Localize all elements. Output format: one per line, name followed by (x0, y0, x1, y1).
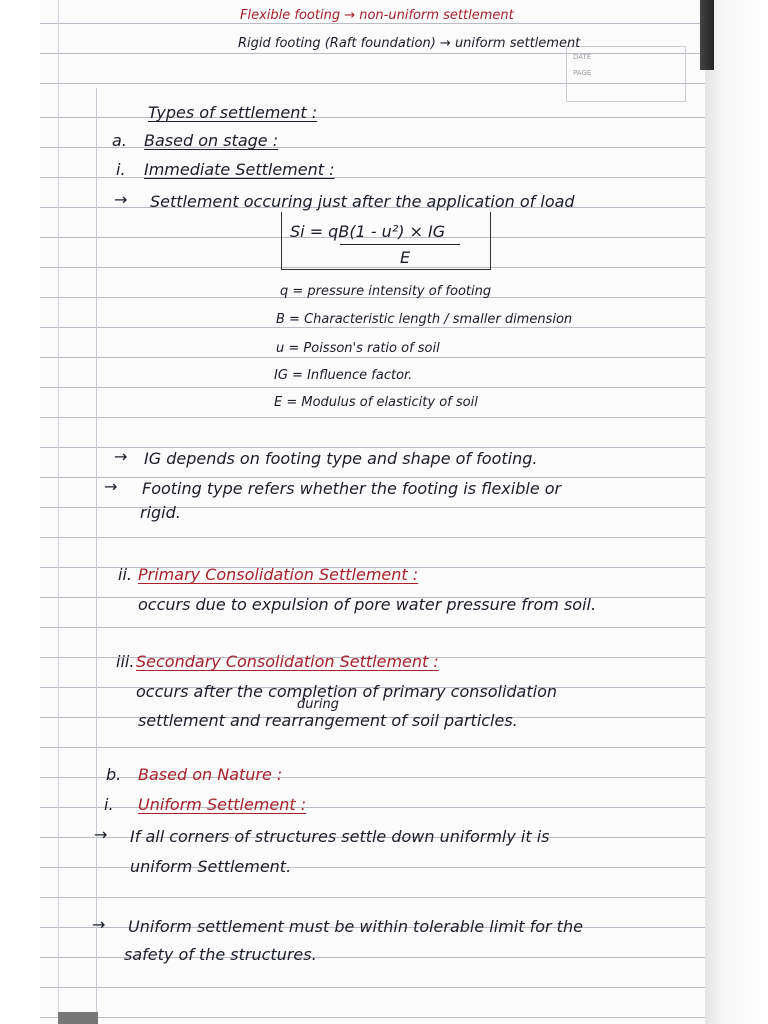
arrow-icon: → (92, 915, 106, 934)
margin-line (96, 88, 97, 1024)
uniform-line-2: uniform Settlement. (130, 857, 292, 876)
arrow-icon: → (104, 477, 118, 496)
date-page-box (566, 46, 686, 102)
uniform-line-4: safety of the structures. (124, 945, 317, 964)
page-shadow (700, 0, 714, 70)
page-clip (58, 1012, 98, 1024)
secondary-marker: iii. (116, 652, 135, 671)
uniform-line-1: If all corners of structures settle down uniformly it is (130, 827, 550, 846)
primary-description: occurs due to expulsion of pore water pressure from soil. (138, 595, 597, 614)
primary-marker: ii. (118, 565, 132, 584)
section-a-title: Based on stage : (144, 131, 279, 150)
fraction-line (340, 244, 460, 245)
secondary-line-1: occurs after the completion of primary consolidation (136, 682, 557, 701)
definition-e: E = Modulus of elasticity of soil (274, 395, 478, 410)
definition-b: B = Characteristic length / smaller dimension (276, 312, 573, 327)
section-a-marker: a. (112, 131, 127, 150)
header-line-1: Flexible footing → non-uniform settlement (240, 8, 514, 23)
section-b-marker: b. (106, 765, 122, 784)
secondary-insert: during (297, 697, 339, 712)
arrow-icon: → (94, 825, 108, 844)
formula-denominator: E (400, 248, 411, 267)
arrow-icon: → (114, 190, 128, 209)
secondary-line-2: settlement and rearrangement of soil particles. (138, 711, 518, 730)
immediate-description: Settlement occuring just after the application of load (150, 192, 575, 211)
section-b-title: Based on Nature : (138, 765, 283, 784)
formula-box (281, 212, 491, 270)
immediate-title: Immediate Settlement : (144, 160, 335, 179)
types-heading: Types of settlement : (148, 103, 318, 122)
immediate-marker: i. (116, 160, 126, 179)
arrow-icon: → (114, 447, 128, 466)
uniform-title: Uniform Settlement : (138, 795, 307, 814)
page-edge-line (58, 0, 59, 1024)
definition-q: q = pressure intensity of footing (280, 284, 492, 299)
page-label: PAGE (573, 69, 592, 77)
header-line-2: Rigid footing (Raft foundation) → uniform settlement (238, 36, 581, 51)
formula-numerator: Si = qB(1 - u²) × IG (290, 222, 446, 241)
note-rigid: rigid. (140, 503, 181, 522)
definition-u: u = Poisson's ratio of soil (276, 341, 440, 356)
primary-title: Primary Consolidation Settlement : (138, 565, 419, 584)
notebook-binding (705, 0, 768, 1024)
note-footing-type: Footing type refers whether the footing is flexible or (142, 479, 562, 498)
secondary-title: Secondary Consolidation Settlement : (136, 652, 439, 671)
uniform-line-3: Uniform settlement must be within tolerable limit for the (128, 917, 583, 936)
date-label: DATE (573, 53, 592, 61)
definition-ig: IG = Influence factor. (274, 368, 413, 383)
uniform-marker: i. (104, 795, 114, 814)
note-ig-depends: IG depends on footing type and shape of footing. (144, 449, 538, 468)
